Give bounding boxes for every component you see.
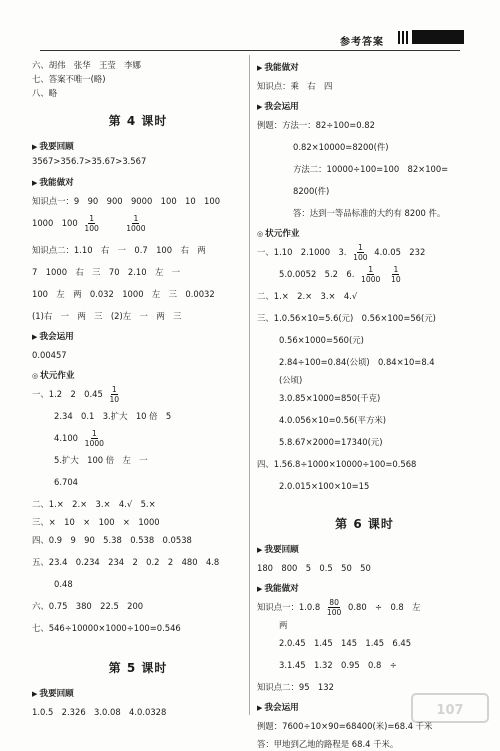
answer-line: 知识点二：95 132	[257, 682, 334, 692]
answer-line: 例题：方法一：82÷100=0.82	[257, 120, 375, 130]
answer-line: 六、胡伟 张华 王莹 李娜	[32, 60, 141, 70]
section-heading: ◎ 状元作业	[32, 371, 75, 381]
answer-line: 答：达到一等品标准的大约有 8200 件。	[293, 208, 446, 218]
answer-line: 4.0.056×10=0.56(平方米)	[279, 415, 386, 425]
fraction: $\frac{1}{1000}$	[126, 214, 146, 233]
answer-line: 两	[279, 620, 288, 630]
answer-line: 知识点一：9 90 900 9000 100 10 100	[32, 196, 221, 206]
answer-line: 5.8.67×2000=17340(元)	[279, 437, 383, 447]
answer-line: 180 800 5 0.5 50 50	[257, 563, 371, 573]
lesson-5-title: 第 5 课时	[108, 661, 168, 675]
answer-line: 四、1.56.8÷1000×10000÷100=0.568	[257, 459, 417, 469]
answer-line: 3.1.45 1.32 0.95 0.8 ÷	[279, 660, 397, 670]
answer-line: 四、0.9 9 90 5.38 0.538 0.0538	[32, 535, 192, 545]
answer-line: 知识点：乘 右 四	[257, 81, 333, 91]
section-heading: ▶ 我要回顾	[257, 545, 299, 555]
section-heading: ▶ 我会运用	[257, 102, 299, 112]
answer-line: 七、546÷10000×1000÷100=0.546	[32, 623, 181, 633]
answer-line: 七、答案不唯一(略)	[32, 74, 106, 84]
answer-line: 五、23.4 0.234 234 2 0.2 2 480 4.8	[32, 557, 220, 567]
answer-line: 0.48	[54, 579, 73, 589]
fraction: $\frac{1}{1000}$	[84, 429, 104, 448]
answer-line: 0.56×1000=560(元)	[279, 335, 364, 345]
section-heading: ▶ 我会运用	[32, 332, 74, 342]
answer-line: 0.82×10000=8200(件)	[293, 142, 389, 152]
header-decoration	[398, 30, 464, 44]
watermark-logo	[410, 690, 490, 726]
answer-line: 3567>356.7>35.67>3.567	[32, 156, 147, 166]
header-title: 参考答案	[340, 37, 384, 48]
section-heading: ▶ 我会运用	[257, 703, 299, 713]
lesson-4-title: 第 4 课时	[108, 114, 168, 128]
answer-line: 八、略	[32, 88, 58, 98]
section-heading: ◎ 状元作业	[257, 229, 300, 239]
svg-text:107: 107	[436, 703, 464, 718]
answer-line: 2.0.45 1.45 145 1.45 6.45	[279, 638, 412, 648]
answer-line: 1.0.5 2.326 3.0.08 4.0.0328	[32, 707, 167, 717]
section-heading: ▶ 我要回顾	[32, 689, 74, 699]
answer-line: 知识点二：1.10 右 一 0.7 100 右 两	[32, 245, 206, 255]
section-heading: ▶ 我能做对	[32, 178, 74, 188]
fraction: $\frac{1}{1000}$	[361, 265, 381, 284]
answer-line: 0.00457	[32, 350, 67, 360]
answer-line: 一、1.10 2.1000 3. $\frac{1}{100}$ 4.0.05 232	[257, 243, 426, 262]
right-column	[257, 58, 472, 751]
answer-line: 二、1.× 2.× 3.× 4.√ 5.×	[32, 499, 156, 509]
answer-line: 方法二：10000÷100=100 82×100=	[293, 164, 449, 174]
header-rule	[40, 50, 460, 51]
answer-line: 1000 100 $\frac{1}{100}$ $\frac{1}{1000}$	[32, 214, 146, 233]
answer-line: 例题：7600÷10×90=68400(米)=68.4 千米	[257, 721, 433, 731]
answer-line: 5.扩大 100 倍 左 一	[54, 455, 148, 465]
fraction: $\frac{1}{10}$	[391, 265, 401, 284]
fraction: $\frac{1}{100}$	[353, 243, 368, 262]
answer-line: 6.704	[54, 477, 78, 487]
answer-line: 三、× 10 × 100 × 1000	[32, 517, 160, 527]
column-divider	[249, 55, 250, 715]
section-heading: ▶ 我能做对	[257, 584, 299, 594]
answer-line: 六、0.75 380 22.5 200	[32, 601, 144, 611]
answer-line: 二、1.× 2.× 3.× 4.√	[257, 291, 358, 301]
section-heading: ▶ 我要回顾	[32, 142, 74, 152]
answer-line: 2.34 0.1 3.扩大 10 倍 5	[54, 411, 172, 421]
answer-line: 2.0.015×100×10=15	[279, 481, 370, 491]
fraction: $\frac{1}{10}$	[109, 385, 120, 404]
answer-line: (1)右 一 两 三 (2)左 一 两 三	[32, 311, 182, 321]
answer-line: 7 1000 右 三 70 2.10 左 一	[32, 267, 181, 277]
answer-line: 三、1.0.56×10=5.6(元) 0.56×100=56(元)	[257, 313, 436, 323]
left-column	[32, 58, 244, 723]
answer-line: (公顷)	[279, 375, 303, 385]
answer-line: 答：甲地到乙地的路程是 68.4 千米。	[257, 739, 399, 749]
answer-line: 100 左 两 0.032 1000 左 三 0.0032	[32, 289, 215, 299]
answer-line: 4.100 $\frac{1}{1000}$	[54, 429, 104, 448]
fraction: $\frac{80}{100}$	[326, 598, 342, 617]
answer-line: 3.0.85×1000=850(千克)	[279, 393, 381, 403]
answer-line: 5.0.0052 5.2 6. $\frac{1}{1000}$ $\frac{1}{10}$	[279, 265, 401, 284]
section-heading: ▶ 我能做对	[257, 63, 299, 73]
answer-line: 知识点一：1.0.8 $\frac{80}{100}$ 0.80 ÷ 0.8 左	[257, 598, 421, 617]
answer-line: 8200(件)	[293, 186, 330, 196]
answer-line: 一、1.2 2 0.45 $\frac{1}{10}$	[32, 385, 120, 404]
fraction: $\frac{1}{100}$	[84, 214, 99, 233]
answer-line: 2.84÷100=0.84(公顷) 0.84×10=8.4	[279, 357, 435, 367]
lesson-6-title: 第 6 课时	[335, 517, 394, 531]
